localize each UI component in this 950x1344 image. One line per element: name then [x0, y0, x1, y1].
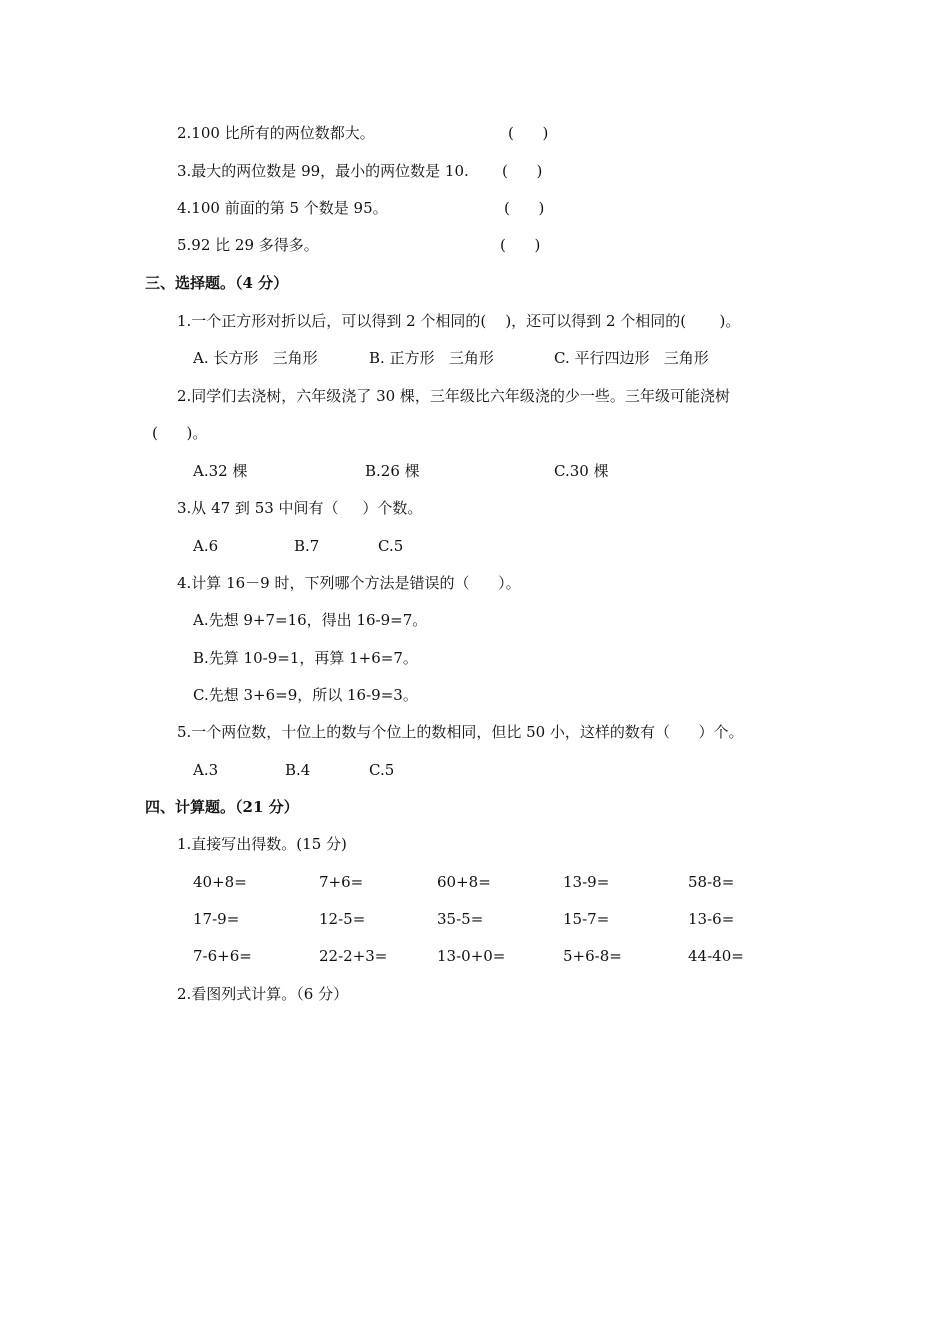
section-3-title: 三、选择题。（4 分） — [145, 274, 289, 292]
judge-item-5-text: 5.92 比 29 多得多。 — [177, 236, 319, 254]
q3-2-option-a[interactable]: A.32 棵 — [193, 462, 248, 480]
q3-3-option-c[interactable]: C.5 — [378, 537, 404, 555]
q3-2-text-cont: ( )。 — [152, 424, 208, 442]
calc-item: 58-8= — [688, 873, 735, 891]
calc-item: 7-6+6= — [193, 947, 252, 965]
judge-item-4-text: 4.100 前面的第 5 个数是 95。 — [177, 199, 388, 217]
judge-item-3-answer[interactable]: ( ) — [502, 162, 543, 180]
q4-2-title: 2.看图列式计算。（6 分） — [177, 985, 349, 1003]
judge-item-5-answer[interactable]: ( ) — [500, 236, 541, 254]
calc-item: 44-40= — [688, 947, 744, 965]
q3-1-text: 1.一个正方形对折以后，可以得到 2 个相同的( )，还可以得到 2 个相同的( )。 — [177, 312, 741, 330]
judge-item-4-answer[interactable]: ( ) — [504, 199, 545, 217]
judge-item-2-text: 2.100 比所有的两位数都大。 — [177, 124, 375, 142]
calc-item: 15-7= — [563, 910, 610, 928]
q3-3-option-a[interactable]: A.6 — [193, 537, 219, 555]
q3-2-option-c[interactable]: C.30 棵 — [554, 462, 609, 480]
section-4-title: 四、计算题。（21 分） — [145, 798, 299, 816]
judge-item-3-text: 3.最大的两位数是 99，最小的两位数是 10. — [177, 162, 469, 180]
calc-item: 13-9= — [563, 873, 610, 891]
q3-1-option-a[interactable]: A. 长方形 三角形 — [193, 349, 318, 367]
q3-1-option-c[interactable]: C. 平行四边形 三角形 — [554, 349, 709, 367]
calc-item: 12-5= — [319, 910, 366, 928]
q3-2-option-b[interactable]: B.26 棵 — [365, 462, 420, 480]
q3-5-text: 5.一个两位数，十位上的数与个位上的数相同，但比 50 小，这样的数有（ ）个。 — [177, 723, 744, 741]
calc-item: 7+6= — [319, 873, 364, 891]
q3-3-option-b[interactable]: B.7 — [294, 537, 320, 555]
calc-item: 35-5= — [437, 910, 484, 928]
q3-5-option-c[interactable]: C.5 — [369, 761, 395, 779]
q3-2-text: 2.同学们去浇树，六年级浇了 30 棵，三年级比六年级浇的少一些。三年级可能浇树 — [177, 387, 730, 405]
calc-item: 13-6= — [688, 910, 735, 928]
calc-item: 13-0+0= — [437, 947, 506, 965]
judge-item-2-answer[interactable]: ( ) — [508, 124, 549, 142]
calc-item: 17-9= — [193, 910, 240, 928]
calc-item: 40+8= — [193, 873, 247, 891]
q3-4-text: 4.计算 16－9 时，下列哪个方法是错误的（ ）。 — [177, 574, 521, 592]
q3-1-option-b[interactable]: B. 正方形 三角形 — [369, 349, 494, 367]
q3-5-option-b[interactable]: B.4 — [285, 761, 311, 779]
calc-item: 5+6-8= — [563, 947, 622, 965]
q3-4-option-c[interactable]: C.先想 3+6=9，所以 16-9=3。 — [193, 686, 418, 704]
q3-4-option-a[interactable]: A.先想 9+7=16，得出 16-9=7。 — [193, 611, 428, 629]
q3-4-option-b[interactable]: B.先算 10-9=1，再算 1+6=7。 — [193, 649, 418, 667]
q3-5-option-a[interactable]: A.3 — [193, 761, 219, 779]
q3-3-text: 3.从 47 到 53 中间有（ ）个数。 — [177, 499, 423, 517]
calc-item: 22-2+3= — [319, 947, 388, 965]
q4-1-title: 1.直接写出得数。(15 分) — [177, 835, 347, 853]
calc-item: 60+8= — [437, 873, 491, 891]
